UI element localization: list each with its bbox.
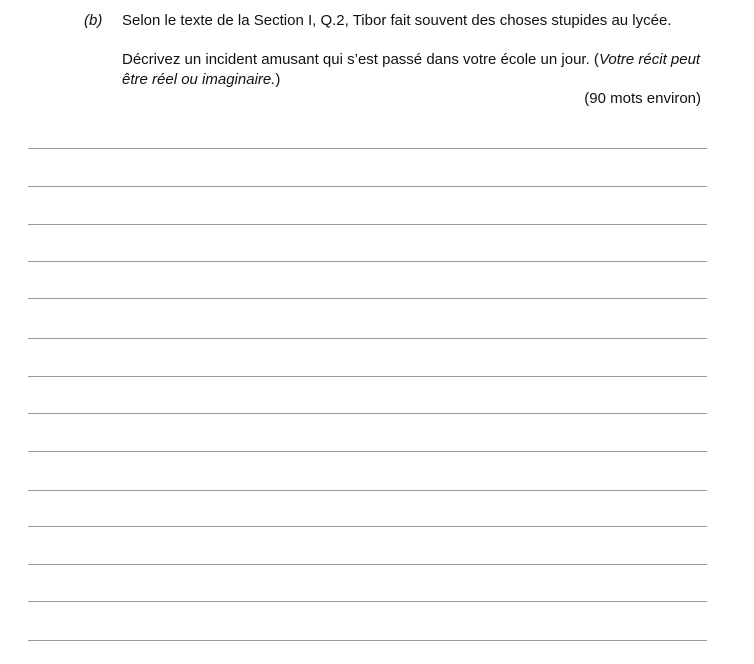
answer-line[interactable] bbox=[28, 261, 707, 262]
answer-line[interactable] bbox=[28, 413, 707, 414]
answer-line[interactable] bbox=[28, 298, 707, 299]
instruction-italic-text: Votre récit peut être réel ou imaginaire. bbox=[122, 51, 701, 88]
answer-line[interactable] bbox=[28, 451, 707, 452]
answer-line[interactable] bbox=[28, 601, 707, 602]
word-count-hint: (90 mots environ) bbox=[584, 90, 701, 107]
question-instruction bbox=[122, 50, 712, 90]
instruction-close-text: ) bbox=[275, 71, 281, 88]
answer-line[interactable] bbox=[28, 148, 707, 149]
answer-line[interactable] bbox=[28, 640, 707, 641]
answer-line[interactable] bbox=[28, 186, 707, 187]
answer-line[interactable] bbox=[28, 526, 707, 527]
answer-line[interactable] bbox=[28, 564, 707, 565]
answer-line[interactable] bbox=[28, 224, 707, 225]
instruction-main-text: Décrivez un incident amusant qui s’est passé dans votre école un jour. ( bbox=[122, 51, 599, 68]
answer-line[interactable] bbox=[28, 490, 707, 491]
answer-line[interactable] bbox=[28, 376, 707, 377]
question-label: (b) bbox=[84, 12, 103, 29]
answer-line[interactable] bbox=[28, 338, 707, 339]
question-text: Selon le texte de la Section I, Q.2, Tibor fait souvent des choses stupides au lycée. bbox=[122, 12, 672, 29]
